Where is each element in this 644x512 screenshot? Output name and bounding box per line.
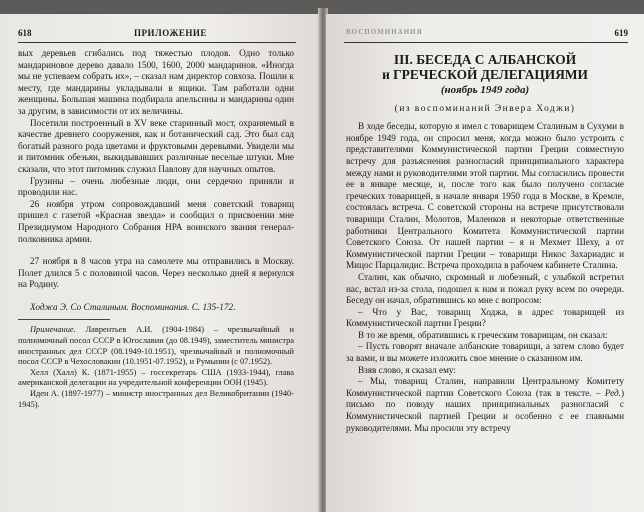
paragraph: 27 ноября в 8 часов утра на самолете мы отправились в Москву. Полет длился 5 с половиной часов. Через несколько дней я вернулся на Родину. bbox=[18, 256, 294, 290]
paragraph: В то же время, обратившись к греческим товарищам, он сказал: bbox=[358, 329, 608, 340]
chapter-title bbox=[346, 52, 624, 82]
spacer bbox=[18, 291, 294, 302]
left-page bbox=[0, 14, 320, 512]
note-text: Лаврентьев А.И. (1904-1984) – чрезвычайный и полномочный посол СССР в Югославии (до 08.1949), заместитель министра иностранных дел СССР (08.1949-10.1951), чрезвычайный и полномочный посол СССР в Чехословакии (10.1951-07.1952), и Румынии (с 07.1952). bbox=[18, 325, 295, 367]
header-rule bbox=[344, 42, 628, 43]
footnote-rule bbox=[18, 319, 110, 320]
running-head: ВОСПОМИНАНИЯ bbox=[346, 28, 423, 36]
note-item bbox=[18, 325, 294, 367]
paragraph: Сталин, как обычно, скромный и любезный, с улыбкой встретил нас, встал из-за стола, подошел к нам и пожал руку всем по очереди. Беседу он начал, обратившись ко мне с вопросом: bbox=[346, 271, 624, 306]
paragraph: – Что у Вас, товарищ Ходжа, в адрес товарищей из Коммунистической партии Греции? bbox=[346, 306, 624, 329]
paragraph: – Пусть говорят вначале албанские товарищи, а затем слово будет за вами, и вы можете изложить свое мнение о сказанном им. bbox=[346, 341, 624, 364]
left-page-body bbox=[18, 48, 294, 410]
chapter-date: (ноябрь 1949 года) bbox=[440, 84, 530, 96]
right-page-body bbox=[346, 48, 624, 434]
note-item: Иден А. (1897-1977) – министр иностранных дел Великобритании (1940-1945). bbox=[18, 389, 294, 409]
paragraph: В ходе беседы, которую я имел с товарищем Сталиным в Сухуми в ноябре 1949 года, он спросил меня, когда можно было устроить с представителями Коммунистической партии Греции совместную встречу для разъяснения разногласий принципиального характера между нами и руководителями этой партии. Мы согласились провести ее в январе месяце, и, после того как было получено согласие греческих товарищей, в начале января 1950 года в Москве, в Кремле, состоялась встреча. С советской стороны на встрече присутствовали товарищи Сталин, Молотов, Маленков и некоторые ответственные работники Центрального Комитета Коммунистической партии Советского Союза. От нашей партии – я и Мехмет Шеху, а от Коммунистической партии Греции – товарищи Никос Захариадис и Мицос Парцалидис. Встреча проходила в рабочем кабинете Сталина. bbox=[346, 121, 624, 271]
paragraph: Грузины – очень любезные люди, они сердечно приняли и проводили нас. bbox=[18, 175, 294, 198]
running-head: ПРИЛОЖЕНИЕ bbox=[134, 28, 207, 38]
paragraph bbox=[346, 376, 624, 434]
paragraph: Взяв слово, я сказал ему: bbox=[358, 364, 456, 375]
page-number: 618 bbox=[18, 28, 32, 38]
note-item: Хелл (Халл) К. (1871-1955) – госсекретарь США (1933-1944), глава американской делегации на учредительной конференции ООН (1945). bbox=[18, 367, 294, 388]
paragraph: Посетили построенный в XV веке старинный мост, охраняемый в качестве древнего сооружения, как и ботанический сад. Это был сад богатый разного рода цветами и фруктовыми деревьями. Увидели мы и питомник обезьян, выкидывавших различные веселые штуки. Мне сказали, что этот питомник служил Павлову для научных опытов. bbox=[18, 117, 294, 174]
paragraph-text: – Мы, товарищ Сталин, направили Центральному Комитету Коммунистической партии Советского Союза (так в тексте. – bbox=[346, 376, 624, 398]
chapter-title-line: III. БЕСЕДА С АЛБАНСКОЙ bbox=[393, 52, 577, 67]
chapter-title-line: и ГРЕЧЕСКОЙ ДЕЛЕГАЦИЯМИ bbox=[382, 67, 588, 82]
right-page bbox=[326, 14, 644, 512]
paragraph: вых деревьев сгибались под тяжестью плодов. Одно только мандариновое дерево давало 1500, 1600, 2000 мандаринов. «Иногда мы не успеваем собрать их», – сказал нам директор совхоза. Пошли к месту, где мандарины укладывали в ящики. Там работали одни женщины. Большая машина подбирала апельсины и мандарины один за другим, в зависимости от их величины. bbox=[18, 48, 294, 116]
note-label: Примечание. bbox=[30, 325, 76, 335]
chapter-source: (из воспоминаний Энвера Ходжи) bbox=[394, 102, 576, 114]
paragraph: 26 ноября утром сопровождавший меня советский товарищ пришел с газетой «Красная звезда» и сообщил о присвоении мне Президиумом Народного Собрания НРА воинского звания генерал-полковника армии. bbox=[18, 198, 294, 244]
header-rule bbox=[18, 42, 296, 43]
spacer bbox=[18, 245, 294, 256]
notes bbox=[18, 325, 294, 410]
page-number: 619 bbox=[614, 28, 628, 38]
editor-abbreviation: Ред. bbox=[604, 387, 621, 398]
paragraph-text: ) письмо по поводу наших принципиальных разногласий с Коммунистической партией Греции и особенно с ее главными руководителями. Мы просили эту встречу bbox=[346, 387, 624, 433]
source-citation: Ходжа Э. Со Сталиным. Воспоминания. С. 135-172. bbox=[30, 301, 236, 312]
